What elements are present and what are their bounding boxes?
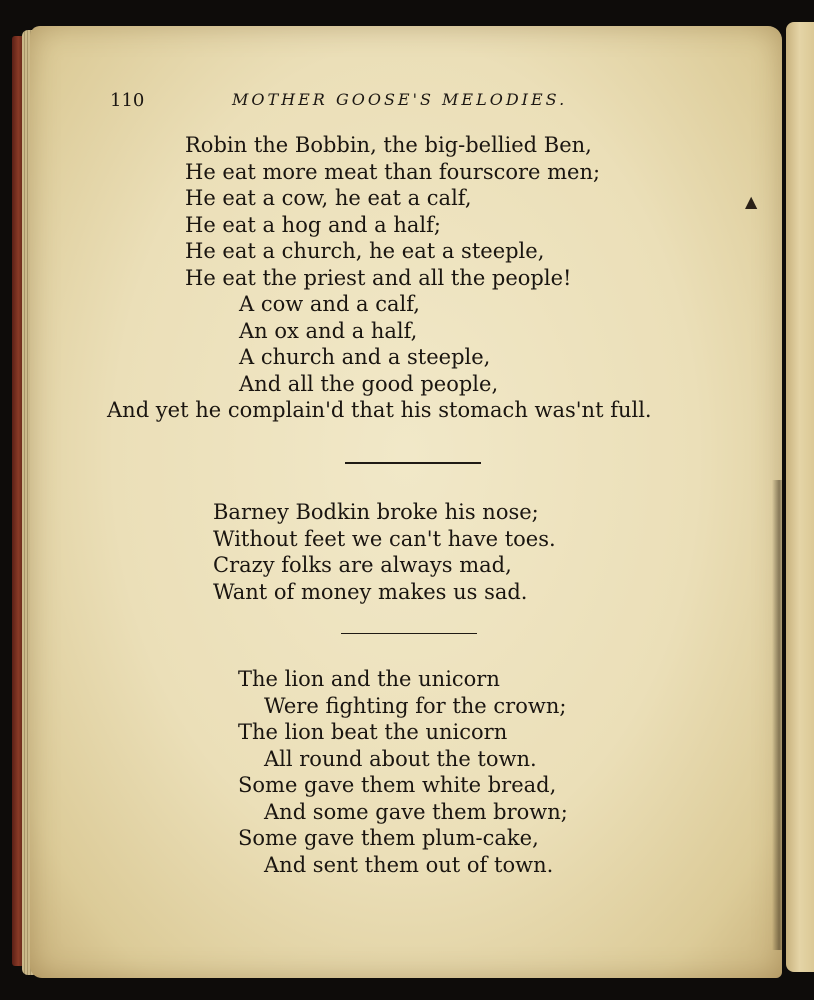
page-header [0,88,814,114]
running-head: MOTHER GOOSE'S MELODIES. [232,90,568,109]
verse-line: An ox and a half, [239,318,418,343]
verse-line: And sent them out of town. [264,852,554,877]
verse-line: A church and a steeple, [239,345,491,369]
verse-line: Barney Bodkin broke his nose; [213,500,539,524]
verse-line: Without feet we can't have toes. [213,526,556,551]
section-divider [341,633,477,634]
verse-line: He eat the priest and all the people! [185,265,572,290]
poem-lion-and-unicorn [238,666,568,878]
verse-line: Some gave them plum-cake, [238,826,539,850]
verse-line: And yet he complain'd that his stomach was'nt full. [107,398,652,422]
verse-line: Robin the Bobbin, the big-bellied Ben, [185,133,592,157]
verse-line: The lion beat the unicorn [238,720,508,744]
verse-line: Some gave them white bread, [238,773,557,797]
verse-line: The lion and the unicorn [238,667,500,691]
poem-barney-bodkin [213,499,556,605]
verse-line: He eat a cow, he eat a calf, [185,186,472,210]
verse-line: And some gave them brown; [264,799,568,824]
verse-line: Were fighting for the crown; [264,693,567,718]
section-divider [345,462,481,464]
page-number: 110 [110,90,145,111]
next-page-edge [786,22,814,972]
verse-line: Crazy folks are always mad, [213,553,512,577]
verse-line: And all the good people, [239,371,499,396]
verse-line: All round about the town. [264,746,537,771]
verse-line: Want of money makes us sad. [213,579,528,604]
verse-line: He eat a church, he eat a steeple, [185,239,545,263]
verse-line: He eat more meat than fourscore men; [185,159,601,184]
ink-speck: ▲ [745,192,758,211]
verse-line: He eat a hog and a half; [185,212,441,237]
page-fold-shadow [772,480,784,950]
verse-line: A cow and a calf, [239,292,420,316]
poem-robin-the-bobbin [107,132,652,424]
